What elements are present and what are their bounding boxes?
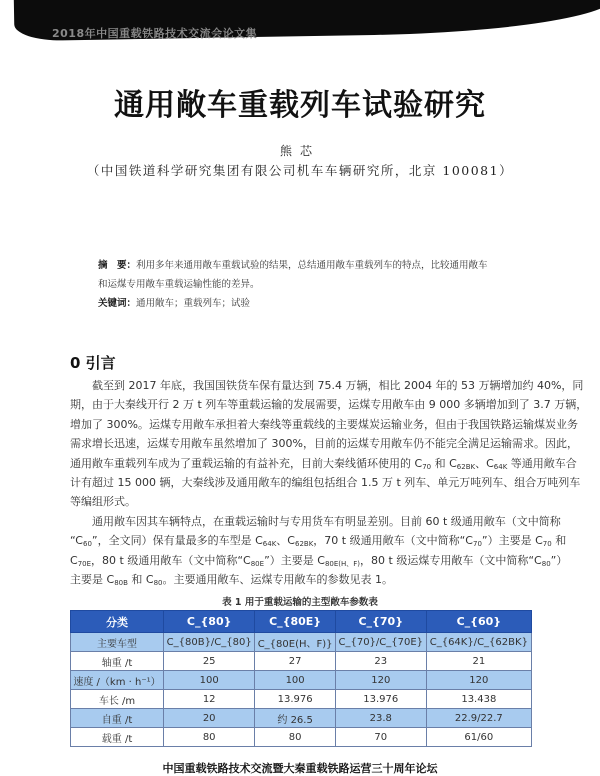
table-cell: C_{80E(H、F)}	[255, 633, 335, 652]
table-cell: 120	[426, 671, 531, 690]
table-cell: 100	[164, 671, 255, 690]
row-label: 车长 /m	[71, 690, 164, 709]
subscript: 62BK	[456, 462, 476, 471]
subscript: 60	[83, 540, 92, 549]
article-title: 通用敞车重载列车试验研究	[114, 88, 486, 123]
affiliation: （中国铁道科学研究集团有限公司机车车辆研究所，北京 100081）	[86, 163, 514, 178]
subscript: 80E	[250, 559, 265, 568]
abstract-line	[98, 256, 518, 275]
paragraph-line: 计有超过 15 000 辆，大秦线涉及通用敞车的编组包括组合 1.5 万 t 列车、单元万吨列车、组合万吨列车	[70, 475, 581, 489]
table-row	[71, 633, 532, 652]
table-cell: 13.976	[335, 690, 426, 709]
subscript: 70	[422, 462, 432, 471]
row-label: 载重 /t	[71, 728, 164, 747]
running-title: 2018年中国重载铁路技术交流会论文集	[52, 27, 258, 40]
subscript: 70	[472, 540, 482, 549]
table-cell: 20	[164, 709, 255, 728]
abstract-text: 和运煤专用敞车重载运输性能的差异。	[98, 279, 260, 290]
table-header-row	[71, 611, 532, 633]
table-row	[71, 690, 532, 709]
subscript: 64K	[262, 540, 277, 549]
table-cell: 12	[164, 690, 255, 709]
table-cell: 21	[426, 652, 531, 671]
table-cell: 22.9/22.7	[426, 709, 531, 728]
subscript: 62BK	[294, 540, 314, 549]
paragraph-line: 通用敞车因其车辆特点，在重载运输时与专用货车有明显差别。目前 60 t 级通用敞车（文中简称	[92, 515, 561, 528]
table-row	[71, 671, 532, 690]
table-cell: C_{80B}/C_{80}	[164, 633, 255, 652]
row-label: 主要车型	[71, 633, 164, 652]
subscript: 64K	[493, 462, 508, 471]
table-cell: C_{70}/C_{70E}	[335, 633, 426, 652]
paragraph-intro-1	[70, 376, 588, 512]
table-cell: 约 26.5	[255, 709, 335, 728]
table-cell: 80	[255, 728, 335, 747]
table-caption: 表 1 用于重载运输的主型敞车参数表	[222, 597, 378, 608]
abstract	[98, 256, 518, 313]
column-header: C_{80}	[164, 611, 255, 633]
table-row	[71, 709, 532, 728]
keywords: 通用敞车；重载列车；试验	[136, 298, 251, 309]
table-row	[71, 728, 532, 747]
subscript: 70	[542, 540, 552, 549]
section-heading: 0 引言	[70, 354, 116, 372]
abstract-label: 摘 要：	[98, 260, 137, 271]
keywords-label: 关键词：	[98, 298, 137, 309]
table-cell: 25	[164, 652, 255, 671]
paragraph-line: 增加了 300%。运煤专用敞车承担着大秦线等重载线的主要煤炭运输业务，但由于我国铁路运输煤炭业务	[70, 417, 578, 431]
table-cell: 13.438	[426, 690, 531, 709]
table-row	[71, 652, 532, 671]
table-cell: 80	[164, 728, 255, 747]
paragraph-line: 主要是 $C_{80B}$ 和 $C_{80}$。主要通用敞车、运煤专用敞车的参数见表 1。	[70, 573, 394, 588]
parameter-table	[70, 610, 532, 747]
author: 熊芯	[279, 144, 320, 158]
row-label: 速度 /（km · h⁻¹）	[71, 671, 164, 690]
paragraph-line: 通用敞车重载列车成为了重载运输的有益补充，目前大秦线循环使用的 $C_{70}$ 和 $C_{62BK}$、$C_{64K}$ 等通用敞车合	[70, 456, 577, 471]
subscript: 80B	[114, 579, 128, 588]
table-cell: 23.8	[335, 709, 426, 728]
table-cell: 120	[335, 671, 426, 690]
column-header: C_{70}	[335, 611, 426, 633]
paragraph-line: $C_{70E}$，80 t 级通用敞车（文中简称“$C_{80E}$”）主要是 $C_{80E(H、F)}$，80 t 级运煤专用敞车（文中简称“$C_{80}$”）	[70, 553, 568, 568]
table-cell: C_{64K}/C_{62BK}	[426, 633, 531, 652]
table-cell: 13.976	[255, 690, 335, 709]
subscript: 70E	[77, 559, 92, 568]
footer-title: 中国重载铁路技术交流暨大秦重载铁路运营三十周年论坛	[162, 762, 438, 775]
table-cell: 23	[335, 652, 426, 671]
row-label: 自重 /t	[71, 709, 164, 728]
abstract-text: 利用多年来通用敞车重载试验的结果，总结通用敞车重载列车的特点，比较通用敞车	[136, 260, 488, 271]
column-header: 分类	[71, 611, 164, 633]
table-cell: 100	[255, 671, 335, 690]
subscript: 80	[153, 579, 163, 588]
table-cell: 61/60	[426, 728, 531, 747]
table-cell: 27	[255, 652, 335, 671]
paragraph-line: 需求增长迅速，运煤专用敞车虽然增加了 300%，目前的运煤专用敞车仍不能完全满足运输需求。因此，	[70, 437, 578, 451]
table-cell: 70	[335, 728, 426, 747]
keywords-line	[98, 294, 518, 313]
paragraph-line: “$C_{60}$”，全文同）保有量最多的车型是 $C_{64K}$、$C_{62BK}$，70 t 级通用敞车（文中简称“$C_{70}$”）主要是 $C_{70}$ 和	[70, 534, 567, 549]
paragraph-line: 截至到 2017 年底，我国国铁货车保有量达到 75.4 万辆，相比 2004 年的 53 万辆增加约 40%，同	[92, 379, 584, 392]
subscript: 80	[541, 559, 551, 568]
paragraph-line: 期，由于大秦线开行 2 万 t 列车等重载运输的发展需要，运煤专用敞车由 9 000 多辆增加到了 3.7 万辆，	[70, 398, 588, 412]
row-label: 轴重 /t	[71, 652, 164, 671]
paragraph-line: 等编组形式。	[70, 495, 136, 509]
paragraph-intro-2	[70, 512, 568, 590]
column-header: C_{80E}	[255, 611, 335, 633]
column-header: C_{60}	[426, 611, 531, 633]
subscript: 80E(H、F)	[324, 559, 361, 568]
abstract-line	[98, 275, 518, 294]
